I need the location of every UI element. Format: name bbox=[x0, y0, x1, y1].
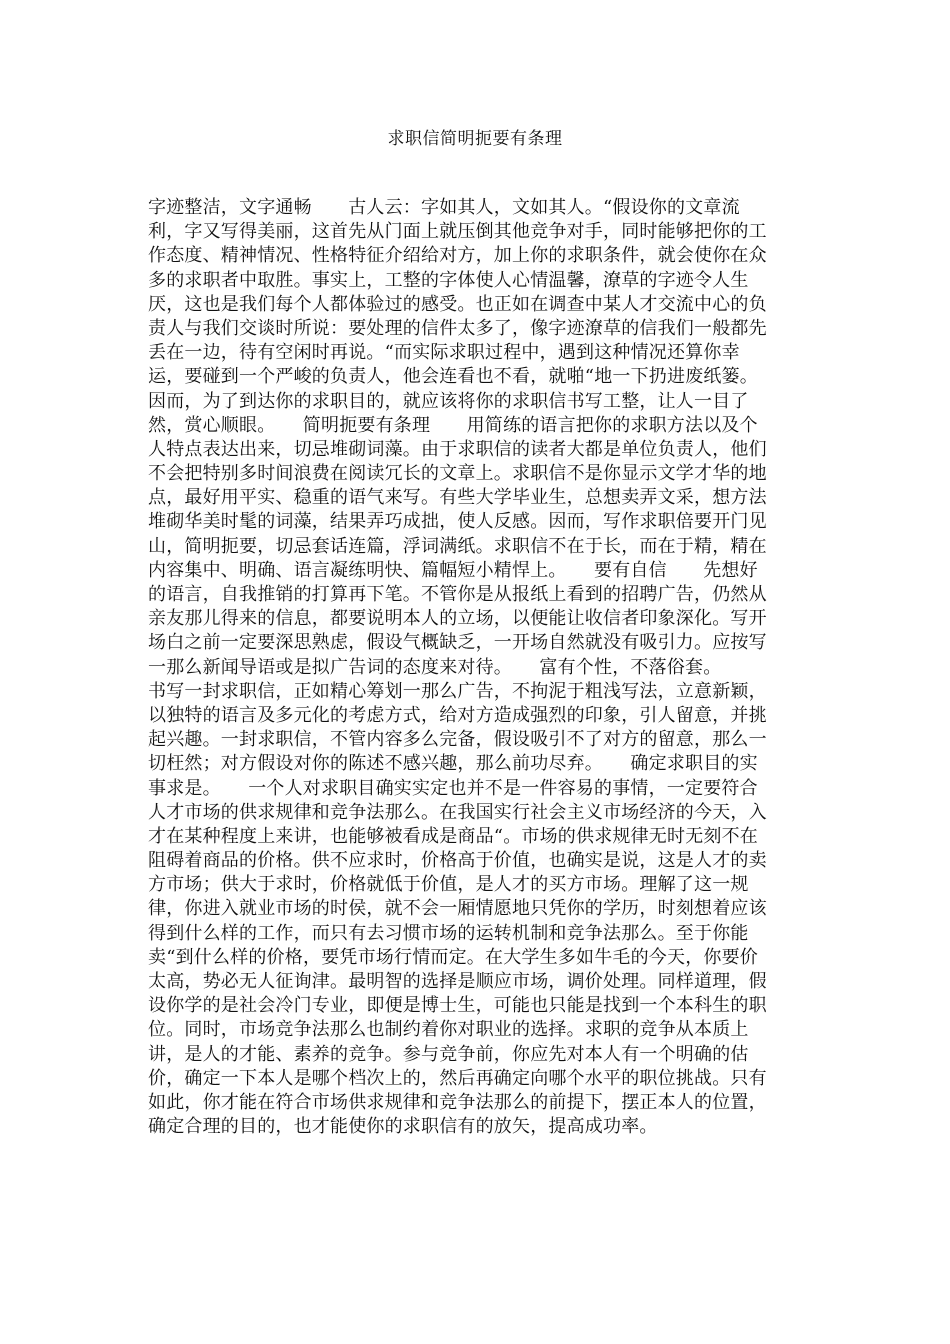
body-line: 律，你进入就业市场的时侯，就不会一厢情愿地只凭你的学历，时刻想着应该 bbox=[148, 898, 767, 920]
body-line: 内容集中、明确、语言凝练明快、篇幅短小精悍上。 要有自信 先想好 bbox=[148, 559, 758, 581]
body-line: 山，简明扼要，切忌套话连篇，浮词满纸。求职信不在于长，而在于精，精在 bbox=[148, 535, 767, 557]
body-line: 位。同时，市场竞争法那么也制约着你对职业的选择。求职的竞争从本质上 bbox=[148, 1019, 749, 1041]
body-line: 亲友那儿得来的信息，都要说明本人的立场，以便能让收信者印象深化。写开 bbox=[148, 608, 767, 630]
body-line: 厌，这也是我们每个人都体验过的感受。也正如在调查中某人才交流中心的负 bbox=[148, 293, 767, 315]
body-line: 责人与我们交谈时所说：要处理的信件太多了，像字迹潦草的信我们一般都先 bbox=[148, 317, 767, 339]
body-line: 堆砌华美时髦的词藻，结果弄巧成拙，使人反感。因而，写作求职倍要开门见 bbox=[148, 511, 767, 533]
body-line: 点，最好用平实、稳重的语气来写。有些大学毕业生，总想卖弄文采，想方法 bbox=[148, 487, 767, 509]
body-line: 的语言，自我推销的打算再下笔。不管你是从报纸上看到的招聘广告，仍然从 bbox=[148, 584, 767, 605]
body-line: 事求是。 一个人对求职目确实实定也并不是一件容易的事情，一定要符合 bbox=[148, 777, 758, 799]
body-line: 运，要碰到一个严峻的负责人，他会连看也不看，就啪“地一下扔进废纸篓。 bbox=[148, 366, 758, 388]
body-line: 才在某种程度上来讲，也能够被看成是商品“。市场的供求规律无时无刻不在 bbox=[148, 825, 758, 847]
body-line: 确定合理的目的，也才能使你的求职信有的放矢，提高成功率。 bbox=[148, 1116, 658, 1138]
body-line: 场白之前一定要深思熟虑，假设气概缺乏，一开场自然就没有吸引力。应按写 bbox=[148, 632, 767, 654]
body-line: 书写一封求职信，正如精心筹划一那么广告，不拘泥于粗浅写法，立意新颖， bbox=[148, 680, 767, 702]
body-line: 起兴趣。一封求职信，不管内容多么完备，假设吸引不了对方的留意，那么一 bbox=[148, 729, 767, 751]
body-line: 以独特的语言及多元化的考虑方式，给对方造成强烈的印象，引人留意，并挑 bbox=[148, 704, 767, 726]
body-line: 如此，你才能在符合市场供求规律和竞争法那么的前提下，摆正本人的位置， bbox=[148, 1091, 767, 1113]
body-line: 设你学的是社会冷门专业，即便是博士生，可能也只能是找到一个本科生的职 bbox=[148, 995, 767, 1017]
body-line: 作态度、精神情况、性格特征介绍给对方，加上你的求职条件，就会使你在众 bbox=[148, 245, 767, 267]
body-line: 不会把特别多时间浪费在阅读冗长的文章上。求职信不是你显示文学才华的地 bbox=[148, 463, 767, 485]
body-line: 人才市场的供求规律和竞争法那么。在我国实行社会主义市场经济的今天，入 bbox=[148, 801, 767, 823]
document-title: 求职信简明扼要有条理 bbox=[387, 129, 563, 149]
body-line: 太高，势必无人征询津。最明智的选择是顺应市场，调价处理。同样道理，假 bbox=[148, 971, 767, 992]
body-line: 字迹整洁，文字通畅 古人云：字如其人，文如其人。“假设你的文章流 bbox=[148, 197, 740, 218]
body-line: 讲，是人的才能、素养的竞争。参与竞争前，你应先对本人有一个明确的估 bbox=[148, 1043, 749, 1065]
document-body bbox=[148, 196, 804, 1139]
body-line: 因而，为了到达你的求职目的，就应该将你的求职信书写工整，让人一目了 bbox=[148, 390, 749, 412]
body-line: 阻碍着商品的价格。供不应求时，价格高于价值，也确实是说，这是人才的卖 bbox=[148, 850, 767, 872]
body-line: 卖“到什么样的价格，要凭市场行情而定。在大学生多如牛毛的今天，你要价 bbox=[148, 946, 758, 968]
body-line: 一那么新闻导语或是拟广告词的态度来对待。 富有个性，不落俗套。 bbox=[148, 656, 722, 678]
body-line: 利，字又写得美丽，这首先从门面上就压倒其他竞争对手，同时能够把你的工 bbox=[148, 221, 767, 243]
body-line: 方市场；供大于求时，价格就低于价值，是人才的买方市场。理解了这一规 bbox=[148, 874, 749, 896]
body-line: 然，赏心顺眼。 简明扼要有条理 用简练的语言把你的求职方法以及个 bbox=[148, 414, 758, 436]
body-line: 切枉然；对方假设对你的陈述不感兴趣，那么前功尽弃。 确定求职目的实 bbox=[148, 753, 758, 775]
body-line: 得到什么样的工作，而只有去习惯市场的运转机制和竞争法那么。至于你能 bbox=[148, 922, 749, 944]
body-line: 多的求职者中取胜。事实上，工整的字体使人心情温馨，潦草的字迹令人生 bbox=[148, 269, 749, 291]
body-line: 丢在一边，待有空闲时再说。“而实际求职过程中，遇到这种情况还算你幸 bbox=[148, 342, 740, 364]
body-line: 人特点表达出来，切忌堆砌词藻。由于求职信的读者大都是单位负责人，他们 bbox=[148, 438, 767, 460]
body-line: 价，确定一下本人是哪个档次上的，然后再确定向哪个水平的职位挑战。只有 bbox=[148, 1067, 767, 1089]
